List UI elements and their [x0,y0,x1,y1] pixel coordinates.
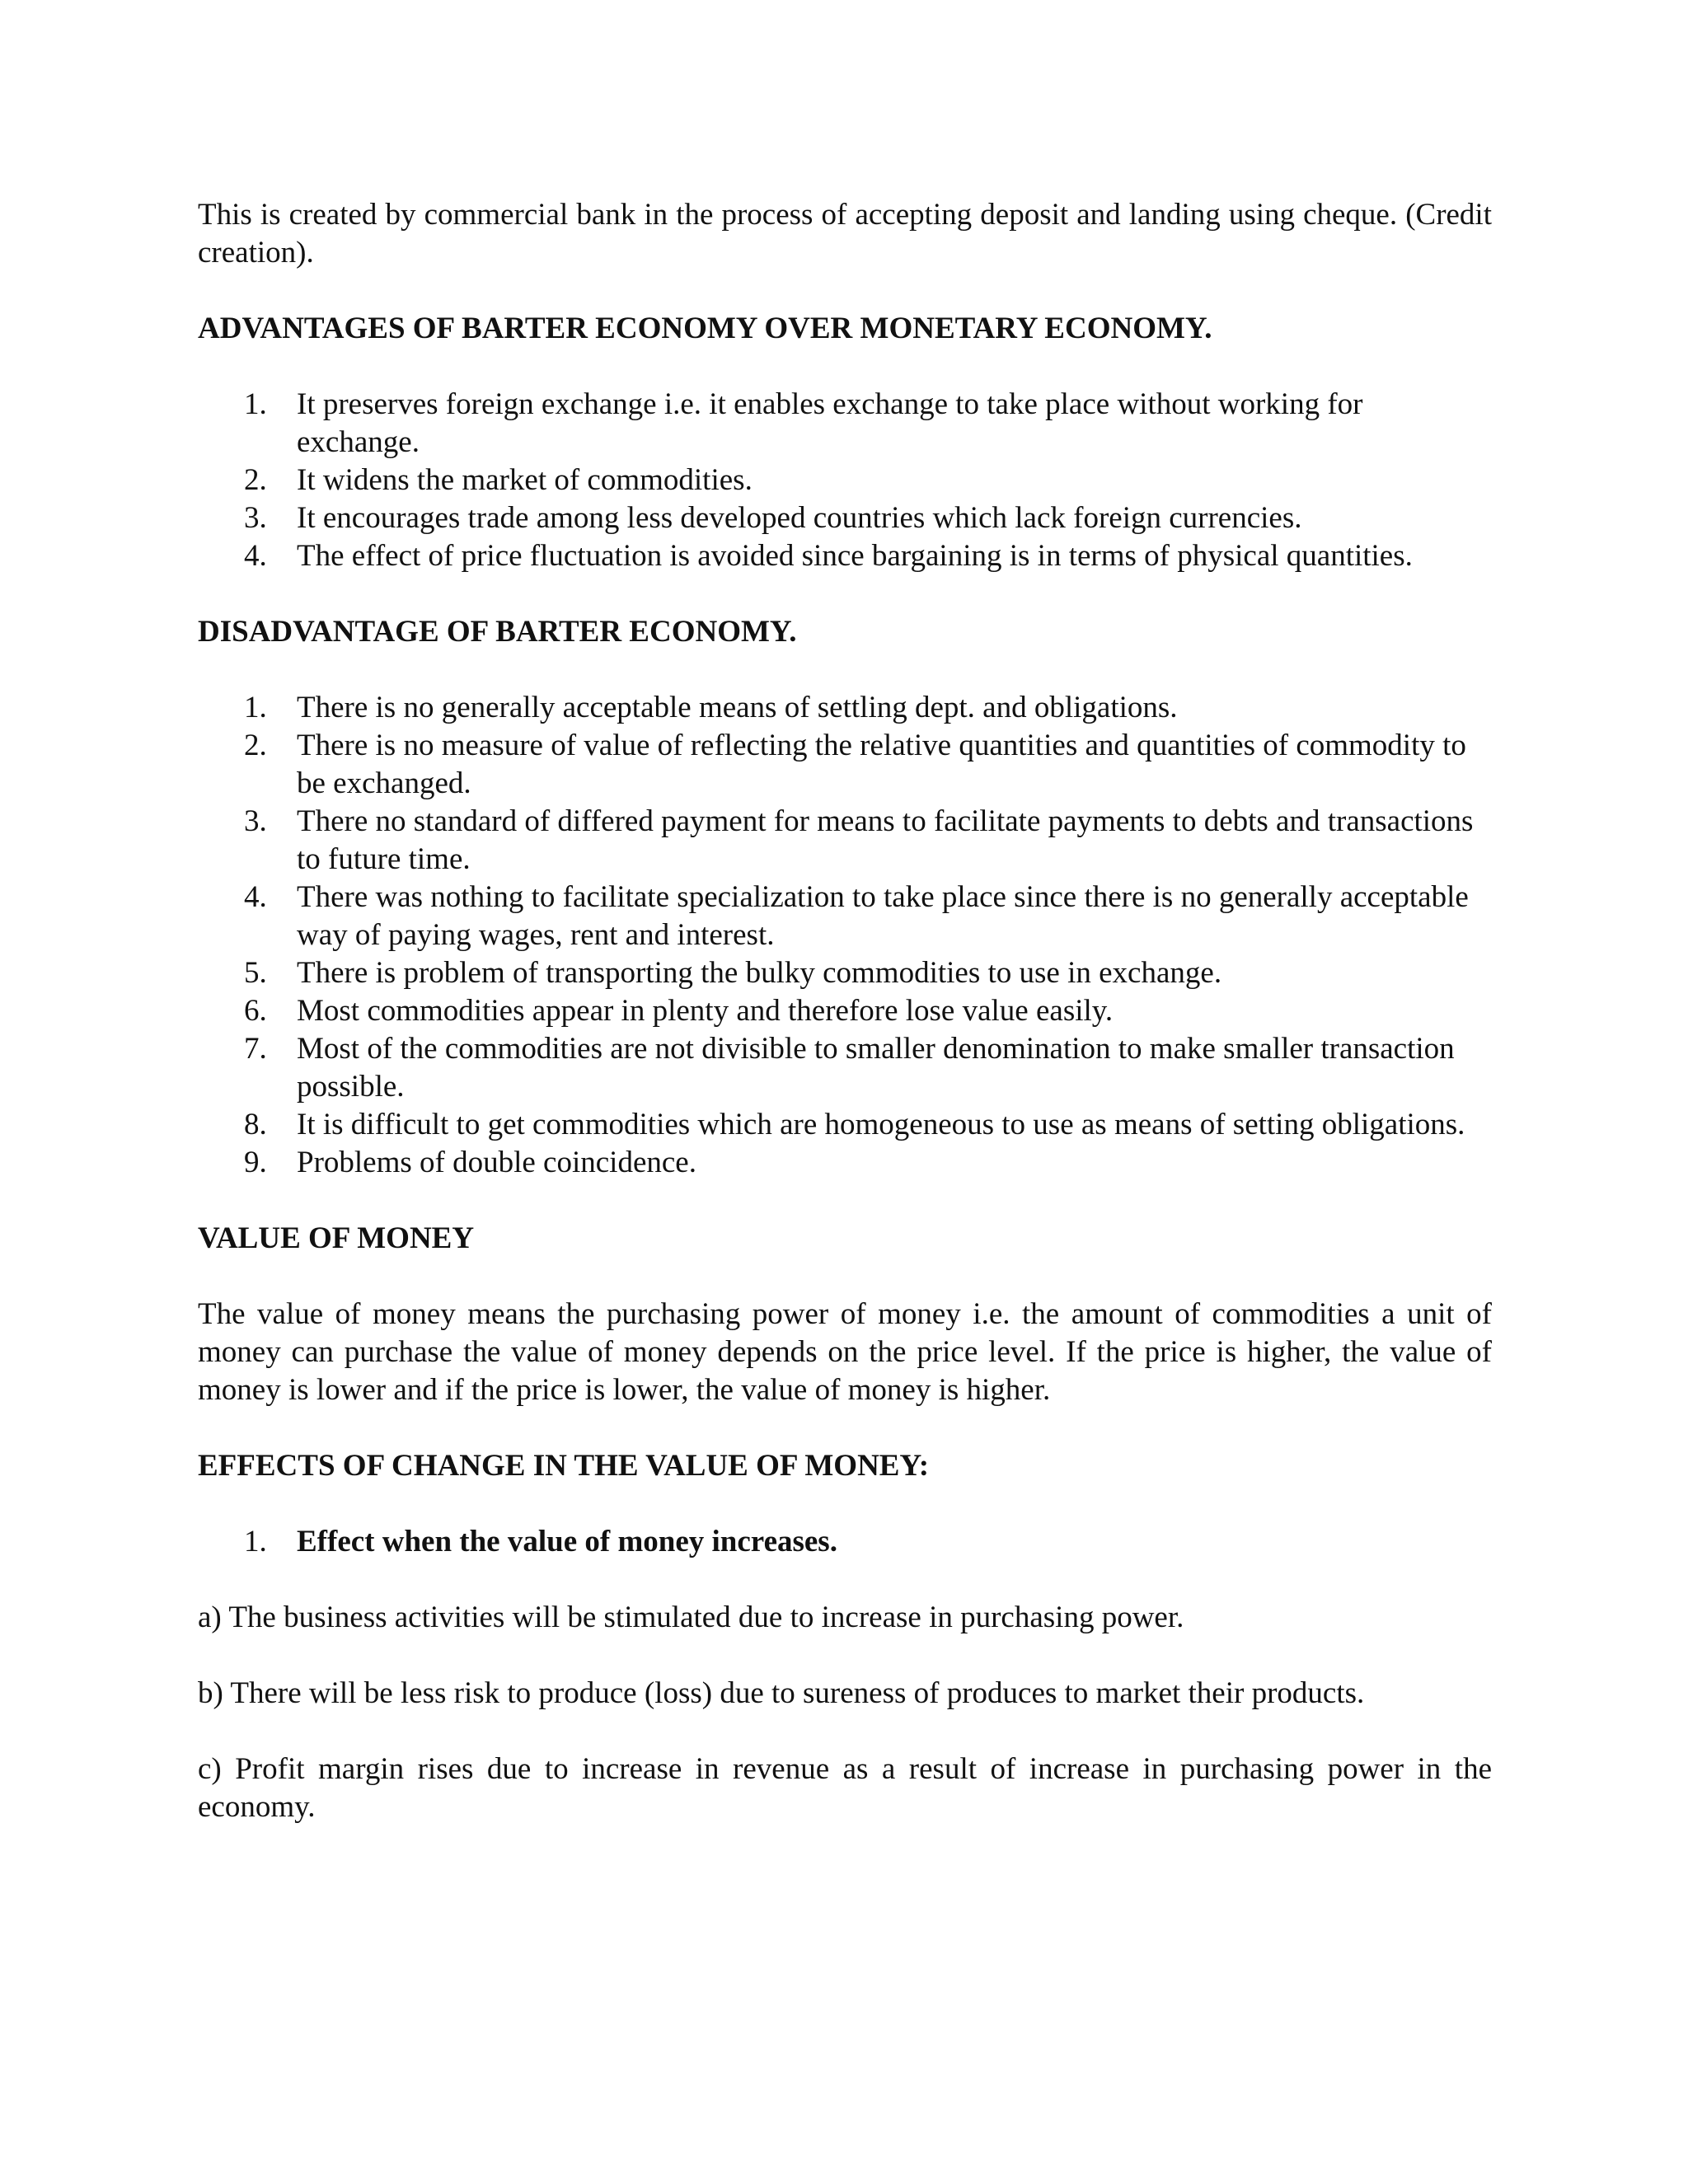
list-item: 4. There was nothing to facilitate specialization to take place since there is no generally acceptable way of paying wages, rent and interest. [244,880,1469,952]
list-item: 1. It preserves foreign exchange i.e. it enables exchange to take place without working for exchange. [244,387,1363,459]
list-item: 3. There no standard of differed payment for means to facilitate payments to debts and transactions to future time. [244,804,1474,876]
disadvantages-list [198,689,1492,1182]
effects-list [198,1523,1492,1561]
list-item: 7. Most of the commodities are not divisible to smaller denomination to make smaller transaction possible. [244,1032,1455,1104]
list-item: 9. Problems of double coincidence. [244,1146,696,1179]
advantages-heading: ADVANTAGES OF BARTER ECONOMY OVER MONETARY ECONOMY. [198,312,1212,345]
value-of-money-heading: VALUE OF MONEY [198,1221,475,1255]
advantages-list [198,386,1492,575]
value-of-money-paragraph: The value of money means the purchasing power of money i.e. the amount of commodities a unit of money can purchase the value of money depends on the price level. If the price is higher, the value of money is lower and if the price is lower, the value of money is higher. [198,1297,1492,1407]
list-item: 2. It widens the market of commodities. [244,463,753,497]
effects-heading: EFFECTS OF CHANGE IN THE VALUE OF MONEY: [198,1449,930,1483]
list-item: 1. There is no generally acceptable means of settling dept. and obligations. [244,691,1178,724]
disadvantages-heading: DISADVANTAGE OF BARTER ECONOMY. [198,615,797,649]
list-item: 6. Most commodities appear in plenty and therefore lose value easily. [244,994,1114,1028]
effect-point-c: c) Profit margin rises due to increase in revenue as a result of increase in purchasing power in the economy. [198,1752,1492,1824]
list-item: 4. The effect of price fluctuation is avoided since bargaining is in terms of physical quantities. [244,539,1413,573]
list-item: 5. There is problem of transporting the bulky commodities to use in exchange. [244,956,1222,990]
list-item: 3. It encourages trade among less developed countries which lack foreign currencies. [244,501,1302,535]
list-item: 8. It is difficult to get commodities which are homogeneous to use as means of setting obligations. [244,1108,1465,1141]
effect-point-a: a) The business activities will be stimulated due to increase in purchasing power. [198,1601,1184,1634]
list-item: 2. There is no measure of value of reflecting the relative quantities and quantities of commodity to be exchanged. [244,729,1466,800]
intro-paragraph: This is created by commercial bank in the process of accepting deposit and landing using cheque. (Credit creation). [198,198,1492,269]
list-item: 1. Effect when the value of money increases. [244,1525,837,1558]
effect-point-b: b) There will be less risk to produce (loss) due to sureness of produces to market their products. [198,1676,1365,1710]
document-page [198,196,1492,1826]
